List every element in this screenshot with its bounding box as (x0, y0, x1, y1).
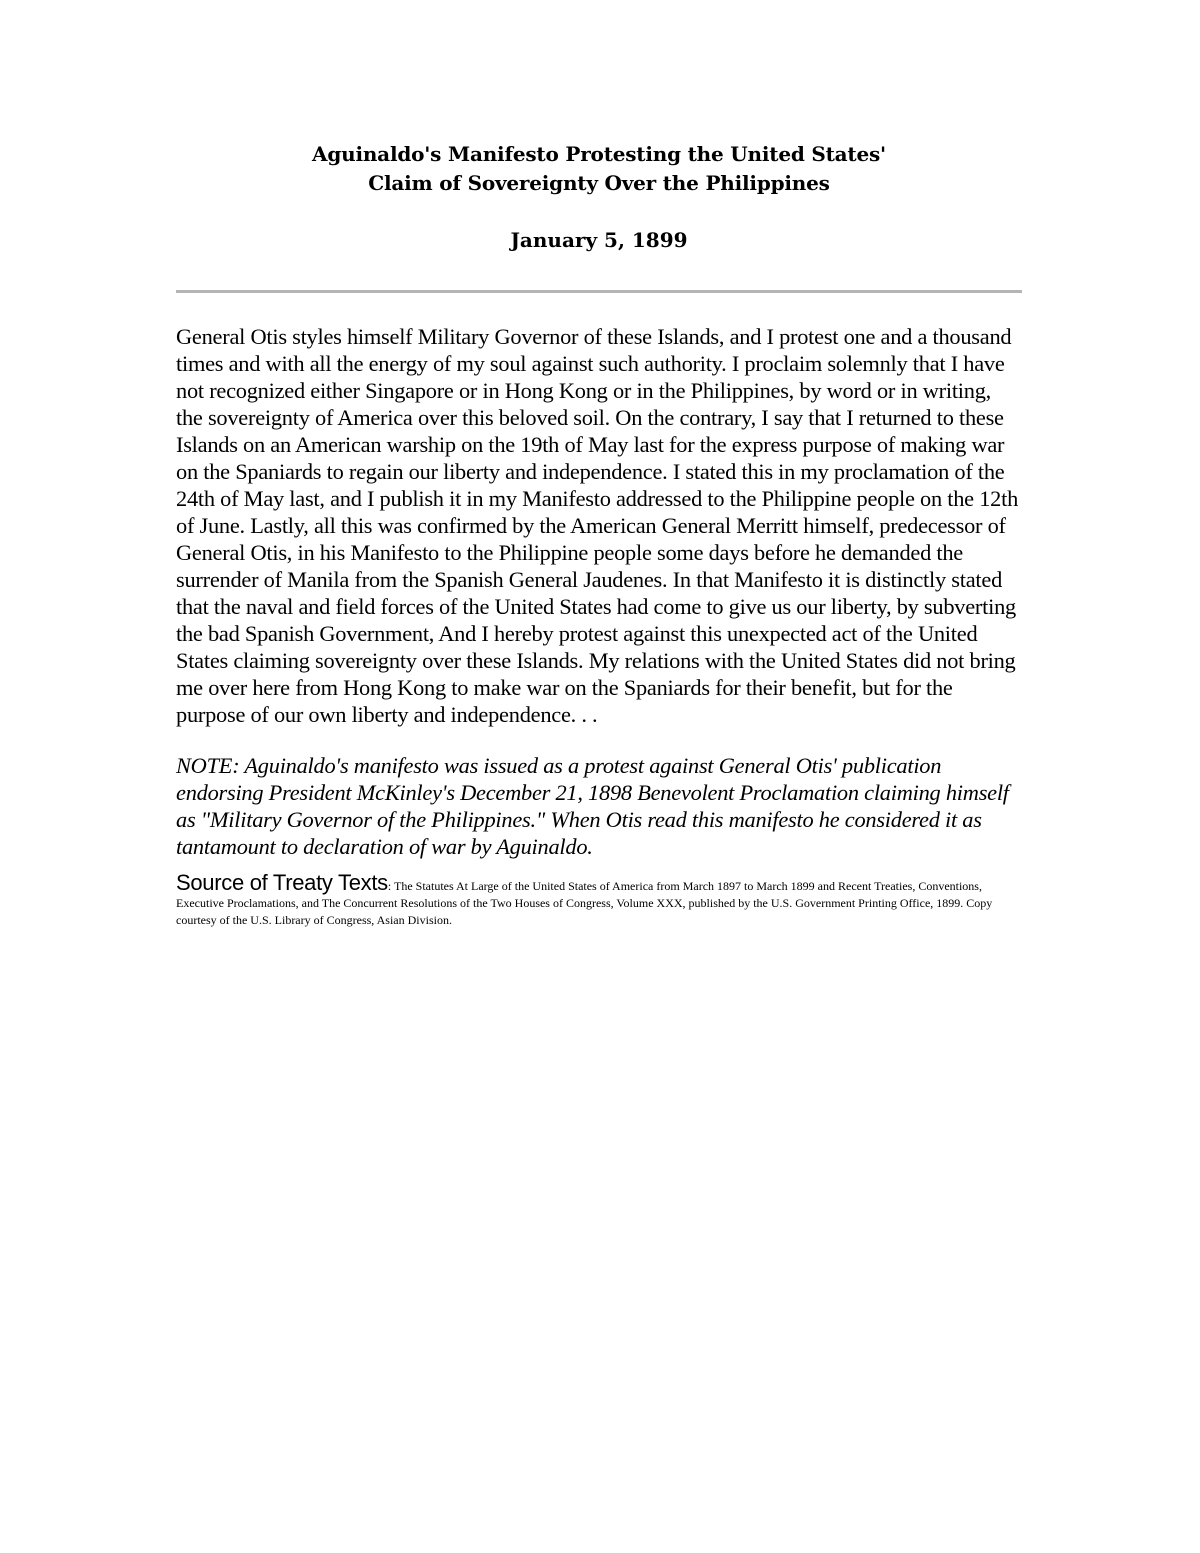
title-line-1: Aguinaldo's Manifesto Protesting the United States' (312, 142, 886, 166)
manifesto-body: General Otis styles himself Military Governor of these Islands, and I protest one and a thousand times and with all the energy of my soul against such authority. I proclaim solemnly that I have not recognized either Singapore or in Hong Kong or in the Philippines, by word or in writing, the sovereignty of America over this beloved soil. On the contrary, I say that I returned to these Islands on an American warship on the 19th of May last for the express purpose of making war on the Spaniards to regain our liberty and independence. I stated this in my proclamation of the 24th of May last, and I publish it in my Manifesto addressed to the Philippine people on the 12th of June. Lastly, all this was confirmed by the American General Merritt himself, predecessor of General Otis, in his Manifesto to the Philippine people some days before he demanded the surrender of Manila from the Spanish General Jaudenes. In that Manifesto it is distinctly stated that the naval and field forces of the United States had come to give us our liberty, by subverting the bad Spanish Government, And I hereby protest against this unexpected act of the United States claiming sovereignty over these Islands. My relations with the United States did not bring me over here from Hong Kong to make war on the Spaniards for their benefit, but for the purpose of our own liberty and independence. . . (176, 324, 1019, 727)
editorial-note: NOTE: Aguinaldo's manifesto was issued as a protest against General Otis' publication endorsing President McKinley's December 21, 1898 Benevolent Proclamation claiming himself as "Military Governor of the Philippines." When Otis read this manifesto he considered it as tantamount to declaration of war by Aguinaldo. (176, 753, 1009, 859)
source-label: Source of Treaty Texts (176, 870, 388, 895)
document-date: January 5, 1899 (510, 228, 688, 252)
document-title (176, 140, 1022, 198)
document-page (176, 140, 1022, 941)
title-line-2: Claim of Sovereignty Over the Philippines (368, 171, 830, 195)
horizontal-divider (176, 290, 1022, 293)
source-citation (176, 870, 1022, 929)
source-text: : The Statutes At Large of the United States of America from March 1897 to March 1899 and Recent Treaties, Conventions, Executive Proclamations, and The Concurrent Resolutions of the Two Houses of Congress, Volume XXX, published by the U.S. Government Printing Office, 1899. Copy courtesy of the U.S. Library of Congress, Asian Division. (176, 879, 993, 927)
